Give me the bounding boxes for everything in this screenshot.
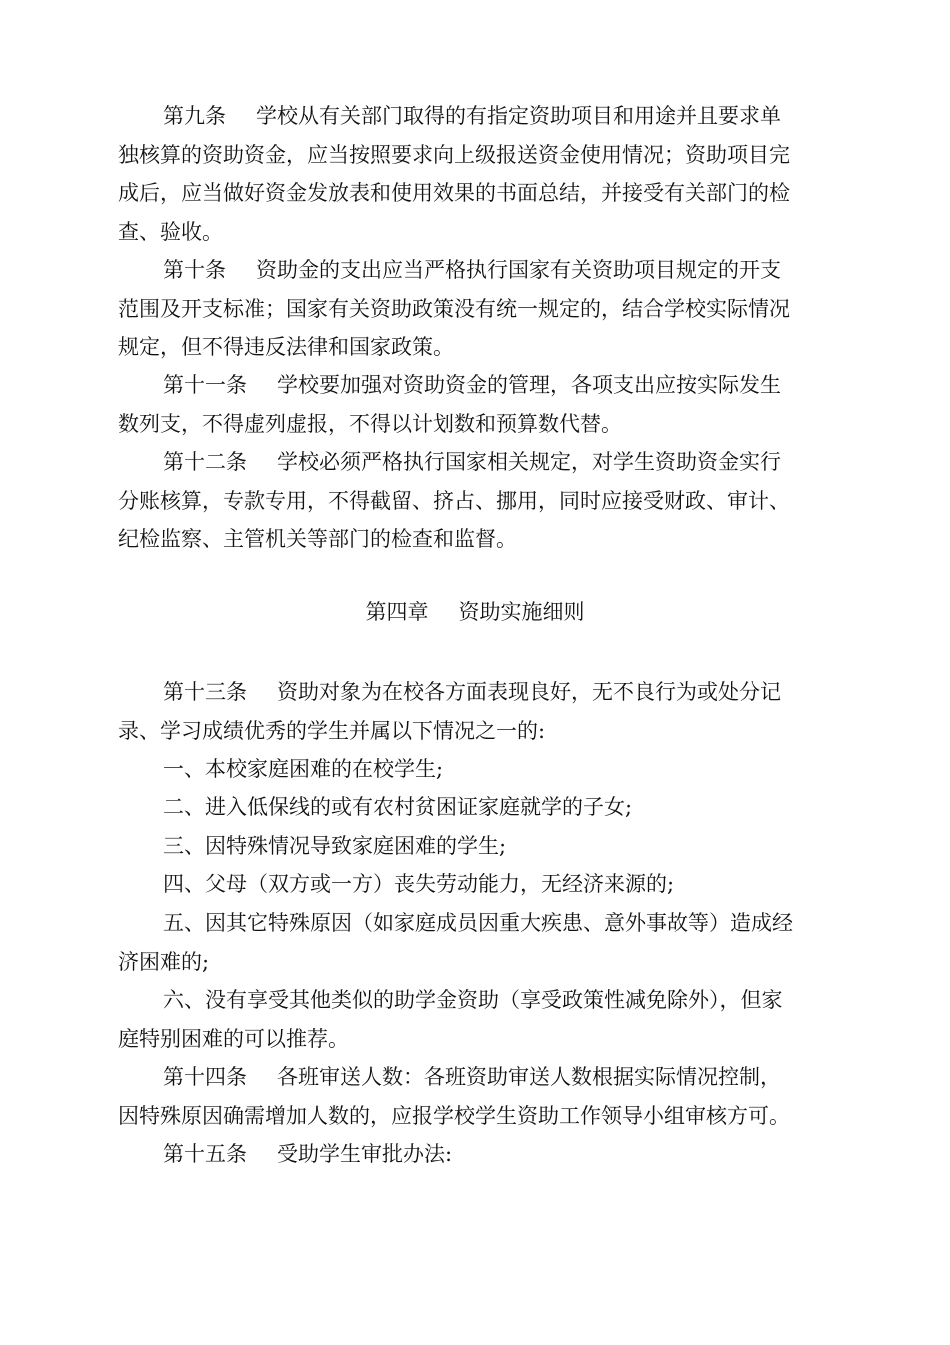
chapter-title: 资助实施细则 xyxy=(458,600,585,624)
list-item xyxy=(118,981,798,1058)
article-13-text: 资助对象为在校各方面表现良好，无不良行为或处分记录、学习成绩优秀的学生并属以下情况之一的: xyxy=(118,680,781,743)
article-10 xyxy=(118,251,798,367)
list-item-text: 一、本校家庭困难的在校学生; xyxy=(163,757,444,781)
article-10-label: 第十条 xyxy=(163,258,226,282)
article-14 xyxy=(118,1058,798,1135)
list-item-text: 五、因其它特殊原因（如家庭成员因重大疾患、意外事故等）造成经济困难的; xyxy=(118,911,793,974)
article-11 xyxy=(118,366,798,443)
article-9-text: 学校从有关部门取得的有指定资助项目和用途并且要求单独核算的资助资金，应当按照要求向上级报送资金使用情况；资助项目完成后，应当做好资金发放表和使用效果的书面总结，并接受有关部门的检查、验收。 xyxy=(118,104,790,244)
article-14-label: 第十四条 xyxy=(163,1065,247,1089)
list-item xyxy=(118,865,798,904)
article-9 xyxy=(118,97,798,251)
chapter-label: 第四章 xyxy=(365,600,429,624)
article-13-label: 第十三条 xyxy=(163,680,247,704)
article-10-text: 资助金的支出应当严格执行国家有关资助项目规定的开支范围及开支标准；国家有关资助政策没有统一规定的，结合学校实际情况规定，但不得违反法律和国家政策。 xyxy=(118,258,790,359)
list-item-text: 二、进入低保线的或有农村贫困证家庭就学的子女; xyxy=(163,795,633,819)
article-14-text: 各班审送人数：各班资助审送人数根据实际情况控制，因特殊原因确需增加人数的，应报学校学生资助工作领导小组审核方可。 xyxy=(118,1065,790,1128)
list-item xyxy=(118,827,798,866)
article-11-label: 第十一条 xyxy=(163,373,247,397)
article-9-label: 第九条 xyxy=(163,104,226,128)
list-item xyxy=(118,904,798,981)
article-15-text: 受助学生审批办法: xyxy=(277,1142,453,1166)
list-item-text: 三、因特殊情况导致家庭困难的学生; xyxy=(163,834,507,858)
list-item-text: 四、父母（双方或一方）丧失劳动能力，无经济来源的; xyxy=(163,872,675,896)
article-11-text: 学校要加强对资助资金的管理，各项支出应按实际发生数列支，不得虚列虚报，不得以计划数和预算数代替。 xyxy=(118,373,781,436)
article-12-text: 学校必须严格执行国家相关规定，对学生资助资金实行分账核算，专款专用，不得截留、挤占、挪用，同时应接受财政、审计、纪检监察、主管机关等部门的检查和监督。 xyxy=(118,450,790,551)
list-item xyxy=(118,788,798,827)
article-12-label: 第十二条 xyxy=(163,450,247,474)
article-12 xyxy=(118,443,798,559)
list-item-text: 六、没有享受其他类似的助学金资助（享受政策性减免除外），但家庭特别困难的可以推荐。 xyxy=(118,988,783,1051)
article-15-label: 第十五条 xyxy=(163,1142,247,1166)
article-13 xyxy=(118,673,798,750)
article-15 xyxy=(118,1135,798,1174)
chapter-heading xyxy=(0,593,950,631)
list-item xyxy=(118,750,798,789)
